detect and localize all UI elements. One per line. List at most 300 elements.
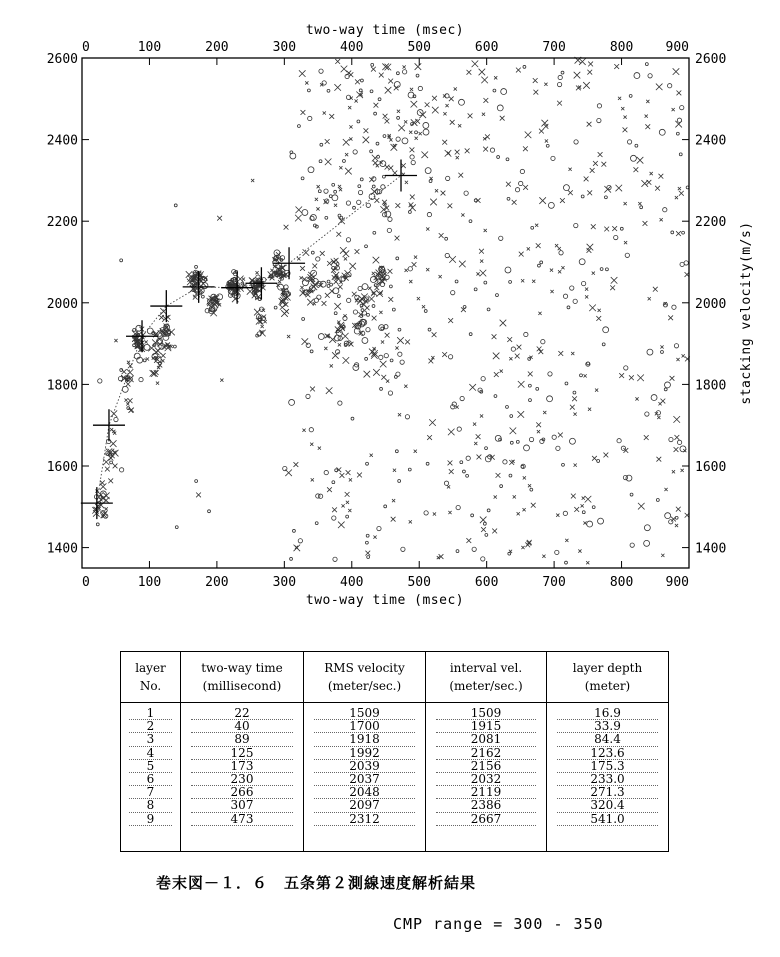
scatter-point [565, 539, 568, 542]
scatter-point [398, 328, 401, 331]
scatter-point [459, 99, 465, 105]
table-cell: 3 [129, 733, 172, 746]
scatter-point [647, 180, 652, 185]
scatter-point [333, 288, 339, 294]
scatter-point [445, 104, 448, 107]
scatter-point [306, 394, 310, 398]
scatter-point [574, 464, 577, 467]
table-cell: 22 [191, 707, 293, 720]
scatter-point [661, 351, 664, 354]
scatter-point [597, 460, 600, 463]
scatter-point [195, 265, 198, 268]
scatter-point [302, 318, 305, 321]
scatter-point [573, 413, 576, 416]
scatter-point [366, 203, 370, 207]
scatter-point [646, 100, 649, 103]
x-tick-label: 100 [137, 575, 162, 590]
scatter-point [593, 161, 598, 166]
scatter-point [398, 413, 401, 416]
scatter-point [111, 410, 118, 417]
scatter-point [455, 280, 458, 283]
scatter-point [342, 333, 349, 340]
scatter-point [449, 469, 454, 474]
scatter-point [384, 505, 387, 508]
scatter-point [208, 510, 211, 513]
scatter-point [334, 312, 337, 315]
scatter-point [415, 131, 418, 134]
scatter-point [96, 523, 99, 526]
scatter-point [337, 295, 340, 298]
scatter-point [625, 253, 629, 257]
scatter-point [672, 108, 675, 111]
scatter-point [655, 186, 660, 191]
header-layer-no: layer No. [121, 652, 181, 703]
scatter-point [323, 111, 326, 114]
scatter-point [388, 297, 393, 302]
scatter-point [506, 405, 509, 408]
scatter-point [391, 517, 396, 522]
scatter-point [427, 212, 431, 216]
scatter-point [315, 522, 318, 525]
scatter-point [284, 285, 288, 289]
scatter-point [385, 87, 392, 94]
scatter-point [581, 195, 584, 198]
scatter-point [516, 68, 521, 73]
scatter-point [346, 501, 349, 504]
scatter-point [343, 357, 350, 364]
scatter-point [370, 277, 376, 283]
scatter-point [487, 308, 490, 311]
scatter-point [100, 483, 107, 490]
scatter-point [474, 442, 477, 445]
scatter-point [196, 492, 201, 497]
scatter-point [409, 280, 412, 283]
x-tick-label: 800 [609, 575, 634, 590]
scatter-point [148, 345, 155, 352]
scatter-point [312, 278, 318, 284]
x-tick-label: 0 [82, 40, 90, 55]
scatter-point [261, 325, 264, 328]
y-tick-label: 2400 [695, 133, 727, 149]
scatter-point [573, 391, 576, 394]
scatter-point [270, 269, 273, 272]
scatter-point [485, 533, 488, 536]
scatter-point [545, 139, 548, 142]
scatter-point [675, 524, 678, 527]
y-tick-label: 2000 [695, 296, 727, 312]
table-cell: 1915 [436, 720, 536, 733]
scatter-point [676, 231, 681, 236]
scatter-point [659, 129, 665, 135]
table-cell: 1 [129, 707, 172, 720]
scatter-point [425, 168, 431, 174]
scatter-point [481, 527, 486, 532]
scatter-point [388, 391, 392, 395]
scatter-point [317, 295, 321, 299]
header-interval-vel: interval vel. (meter/sec.) [426, 652, 547, 703]
scatter-point [390, 359, 393, 362]
velocity-pick [93, 409, 125, 441]
velocity-pick [81, 487, 113, 519]
scatter-point [353, 150, 357, 154]
scatter-point [558, 247, 561, 250]
scatter-point [467, 70, 472, 75]
scatter-point [404, 385, 407, 388]
velocity-table [120, 651, 669, 852]
scatter-point [430, 199, 437, 206]
scatter-point [357, 120, 360, 123]
scatter-point [318, 494, 322, 498]
scatter-point [644, 525, 650, 531]
scatter-point [629, 375, 634, 380]
scatter-point [569, 438, 575, 444]
scatter-point [676, 358, 679, 361]
scatter-point [516, 440, 519, 443]
scatter-point [383, 135, 386, 138]
scatter-point [672, 470, 675, 473]
scatter-point [558, 433, 563, 438]
scatter-point [448, 461, 453, 466]
scatter-point [358, 295, 365, 302]
scatter-point [651, 395, 657, 401]
scatter-point [338, 522, 345, 529]
x-tick-label: 600 [474, 575, 499, 590]
scatter-point [408, 211, 411, 214]
table-cell: 123.6 [557, 747, 658, 760]
scatter-point [510, 441, 513, 444]
scatter-point [673, 68, 680, 75]
scatter-point [448, 511, 451, 514]
scatter-point [638, 202, 641, 205]
scatter-point [510, 415, 513, 418]
scatter-point [684, 261, 688, 265]
table-cell: 2081 [436, 733, 536, 746]
cmp-range: CMP range = 300 - 350 [393, 915, 604, 933]
scatter-point [552, 435, 556, 439]
scatter-point [676, 132, 679, 135]
scatter-point [313, 302, 316, 305]
scatter-point [274, 306, 277, 309]
header-two-way-time: two-way time (millisecond) [181, 652, 304, 703]
scatter-point [365, 245, 368, 248]
scatter-point [635, 397, 638, 400]
table-cell: 2119 [436, 786, 536, 799]
scatter-point [581, 281, 585, 285]
scatter-point [392, 499, 395, 502]
scatter-point [507, 197, 510, 200]
scatter-point [373, 257, 380, 264]
scatter-point [280, 305, 285, 310]
scatter-point [635, 144, 638, 147]
scatter-point [517, 512, 520, 515]
scatter-point [118, 376, 122, 380]
scatter-point [683, 449, 686, 452]
x-tick-label: 400 [340, 575, 364, 590]
scatter-point [380, 387, 383, 390]
table-cell: 1992 [314, 747, 415, 760]
scatter-point [315, 198, 318, 201]
scatter-point [614, 235, 618, 239]
table-cell: 473 [191, 813, 293, 826]
scatter-point [584, 374, 587, 377]
column-interval-vel [426, 703, 547, 852]
scatter-point [377, 526, 381, 530]
scatter-point [320, 251, 325, 256]
scatter-point [542, 555, 545, 558]
scatter-point [374, 198, 379, 203]
scatter-point [300, 266, 305, 271]
scatter-point [318, 334, 324, 340]
scatter-point [517, 345, 522, 350]
scatter-point [620, 227, 623, 230]
scatter-point [396, 372, 400, 376]
scatter-point [580, 374, 583, 377]
scatter-point [469, 220, 472, 223]
scatter-point [560, 198, 565, 203]
scatter-point [410, 155, 414, 159]
scatter-point [520, 169, 524, 173]
scatter-point [310, 387, 315, 392]
scatter-point [405, 340, 410, 345]
scatter-point [290, 153, 296, 159]
scatter-point [510, 428, 517, 435]
scatter-point [396, 257, 399, 260]
scatter-point [372, 305, 375, 308]
scatter-point [341, 504, 344, 507]
scatter-point [592, 506, 595, 509]
x-tick-label: 400 [340, 40, 364, 55]
scatter-point [426, 268, 429, 271]
scatter-point [113, 464, 118, 469]
scatter-point [550, 290, 553, 293]
scatter-point [519, 252, 524, 257]
scatter-point [349, 478, 352, 481]
scatter-point [398, 352, 402, 356]
scatter-point [409, 520, 412, 523]
scatter-point [324, 189, 328, 193]
scatter-point [424, 511, 428, 515]
scatter-point [533, 78, 538, 83]
scatter-point [343, 250, 350, 257]
scatter-point [366, 462, 369, 465]
scatter-point [345, 492, 350, 497]
scatter-point [290, 557, 293, 560]
scatter-point [469, 384, 476, 391]
scatter-point [656, 84, 663, 91]
scatter-point [411, 160, 415, 164]
scatter-point [312, 264, 317, 269]
scatter-point [672, 305, 676, 309]
scatter-point [153, 349, 160, 356]
scatter-point [357, 200, 361, 204]
y-tick-label: 1600 [46, 460, 78, 475]
scatter-point [630, 155, 636, 161]
x-axis-title-bottom: two-way time (msec) [305, 593, 465, 608]
scatter-point [349, 125, 352, 128]
scatter-point [537, 346, 542, 351]
scatter-point [358, 286, 362, 290]
scatter-point [584, 176, 589, 181]
scatter-point [583, 521, 586, 524]
scatter-point [494, 395, 497, 398]
scatter-point [485, 447, 488, 450]
scatter-point [372, 185, 375, 188]
scatter-point [603, 453, 608, 458]
scatter-point [367, 313, 370, 316]
scatter-point [558, 75, 562, 79]
y-axis-title: stacking velocity(m/s) [739, 221, 754, 405]
scatter-point [338, 401, 342, 405]
scatter-point [343, 316, 347, 320]
scatter-point [677, 440, 681, 444]
scatter-point [339, 166, 342, 169]
table-cell: 7 [129, 786, 172, 799]
scatter-point [112, 450, 119, 457]
scatter-point [537, 430, 540, 433]
table-cell: 271.3 [557, 786, 658, 799]
scatter-point [548, 202, 554, 208]
scatter-point [550, 269, 553, 272]
y-tick-label: 2000 [46, 296, 78, 312]
scatter-point [458, 124, 461, 127]
scatter-point [483, 147, 488, 152]
table-cell: 5 [129, 760, 172, 773]
scatter-point [664, 388, 667, 391]
scatter-point [500, 369, 503, 372]
scatter-point [338, 285, 343, 290]
scatter-point [493, 89, 496, 92]
scatter-point [522, 508, 525, 511]
scatter-point [558, 270, 561, 273]
scatter-point [555, 550, 559, 554]
plot-frame [82, 58, 689, 568]
scatter-point [336, 232, 341, 237]
table-cell: 33.9 [557, 720, 658, 733]
scatter-point [546, 144, 549, 147]
scatter-point [362, 338, 368, 344]
scatter-point [387, 228, 391, 232]
scatter-point [357, 473, 362, 478]
scatter-point [565, 382, 568, 385]
scatter-point [108, 478, 113, 483]
scatter-point [448, 355, 452, 359]
scatter-point [527, 247, 530, 250]
scatter-point [457, 427, 461, 431]
scatter-point [379, 355, 383, 359]
column-layer-depth [547, 703, 669, 852]
x-tick-label: 700 [542, 575, 566, 590]
scatter-point [98, 379, 102, 383]
scatter-point [334, 258, 339, 263]
scatter-point [529, 399, 532, 402]
scatter-point [330, 364, 333, 367]
scatter-point [120, 259, 123, 262]
scatter-point [305, 81, 308, 84]
scatter-point [127, 369, 134, 376]
table-cell: 9 [129, 813, 172, 826]
header-layer-depth: layer depth (meter) [547, 652, 669, 703]
scatter-point [278, 280, 281, 283]
scatter-point [400, 360, 404, 364]
scatter-point [114, 339, 117, 342]
scatter-point [371, 63, 374, 66]
scatter-point [601, 162, 606, 167]
scatter-point [468, 113, 473, 118]
table-cell: 89 [191, 733, 293, 746]
scatter-point [665, 382, 671, 388]
scatter-point [327, 89, 330, 92]
table-cell: 1509 [436, 707, 536, 720]
scatter-point [572, 396, 577, 401]
scatter-point [674, 435, 679, 440]
scatter-point [161, 359, 164, 362]
scatter-point [289, 399, 295, 405]
scatter-point [456, 156, 459, 159]
scatter-point [503, 460, 507, 464]
scatter-point [604, 227, 609, 232]
scatter-point [641, 180, 648, 187]
scatter-point [426, 462, 429, 465]
scatter-point [338, 343, 341, 346]
scatter-point [460, 396, 464, 400]
scatter-point [432, 332, 437, 337]
scatter-point [484, 229, 487, 232]
scatter-point [251, 179, 254, 182]
scatter-point [614, 64, 619, 69]
scatter-point [316, 257, 320, 261]
scatter-point [372, 272, 375, 275]
scatter-point [332, 183, 335, 186]
scatter-point [611, 277, 618, 284]
scatter-point [523, 476, 526, 479]
scatter-point [395, 203, 400, 208]
scatter-point [561, 266, 564, 269]
scatter-point [292, 529, 295, 532]
scatter-point [466, 538, 471, 543]
column-two-way-time [181, 703, 304, 852]
scatter-point [378, 98, 381, 101]
scatter-point [538, 349, 543, 354]
table-cell: 2667 [436, 813, 536, 826]
scatter-point [405, 415, 409, 419]
scatter-point [308, 116, 312, 120]
scatter-point [680, 262, 684, 266]
scatter-point [598, 152, 603, 157]
scatter-point [371, 67, 376, 72]
scatter-point [392, 171, 397, 176]
scatter-point [657, 416, 660, 419]
scatter-point [410, 195, 415, 200]
scatter-point [445, 237, 448, 240]
scatter-point [334, 303, 341, 310]
scatter-point [334, 190, 337, 193]
scatter-point [624, 241, 627, 244]
scatter-point [530, 488, 533, 491]
table-cell: 2312 [314, 813, 415, 826]
y-tick-label: 2400 [46, 133, 78, 149]
scatter-point [543, 411, 546, 414]
scatter-point [432, 96, 437, 101]
table-cell: 1700 [314, 720, 415, 733]
scatter-point [242, 277, 245, 280]
scatter-point [446, 176, 450, 180]
scatter-point [682, 231, 685, 234]
scatter-point [379, 311, 382, 314]
scatter-point [479, 249, 484, 254]
scatter-point [583, 82, 590, 89]
scatter-point [679, 153, 682, 156]
scatter-point [585, 288, 588, 291]
